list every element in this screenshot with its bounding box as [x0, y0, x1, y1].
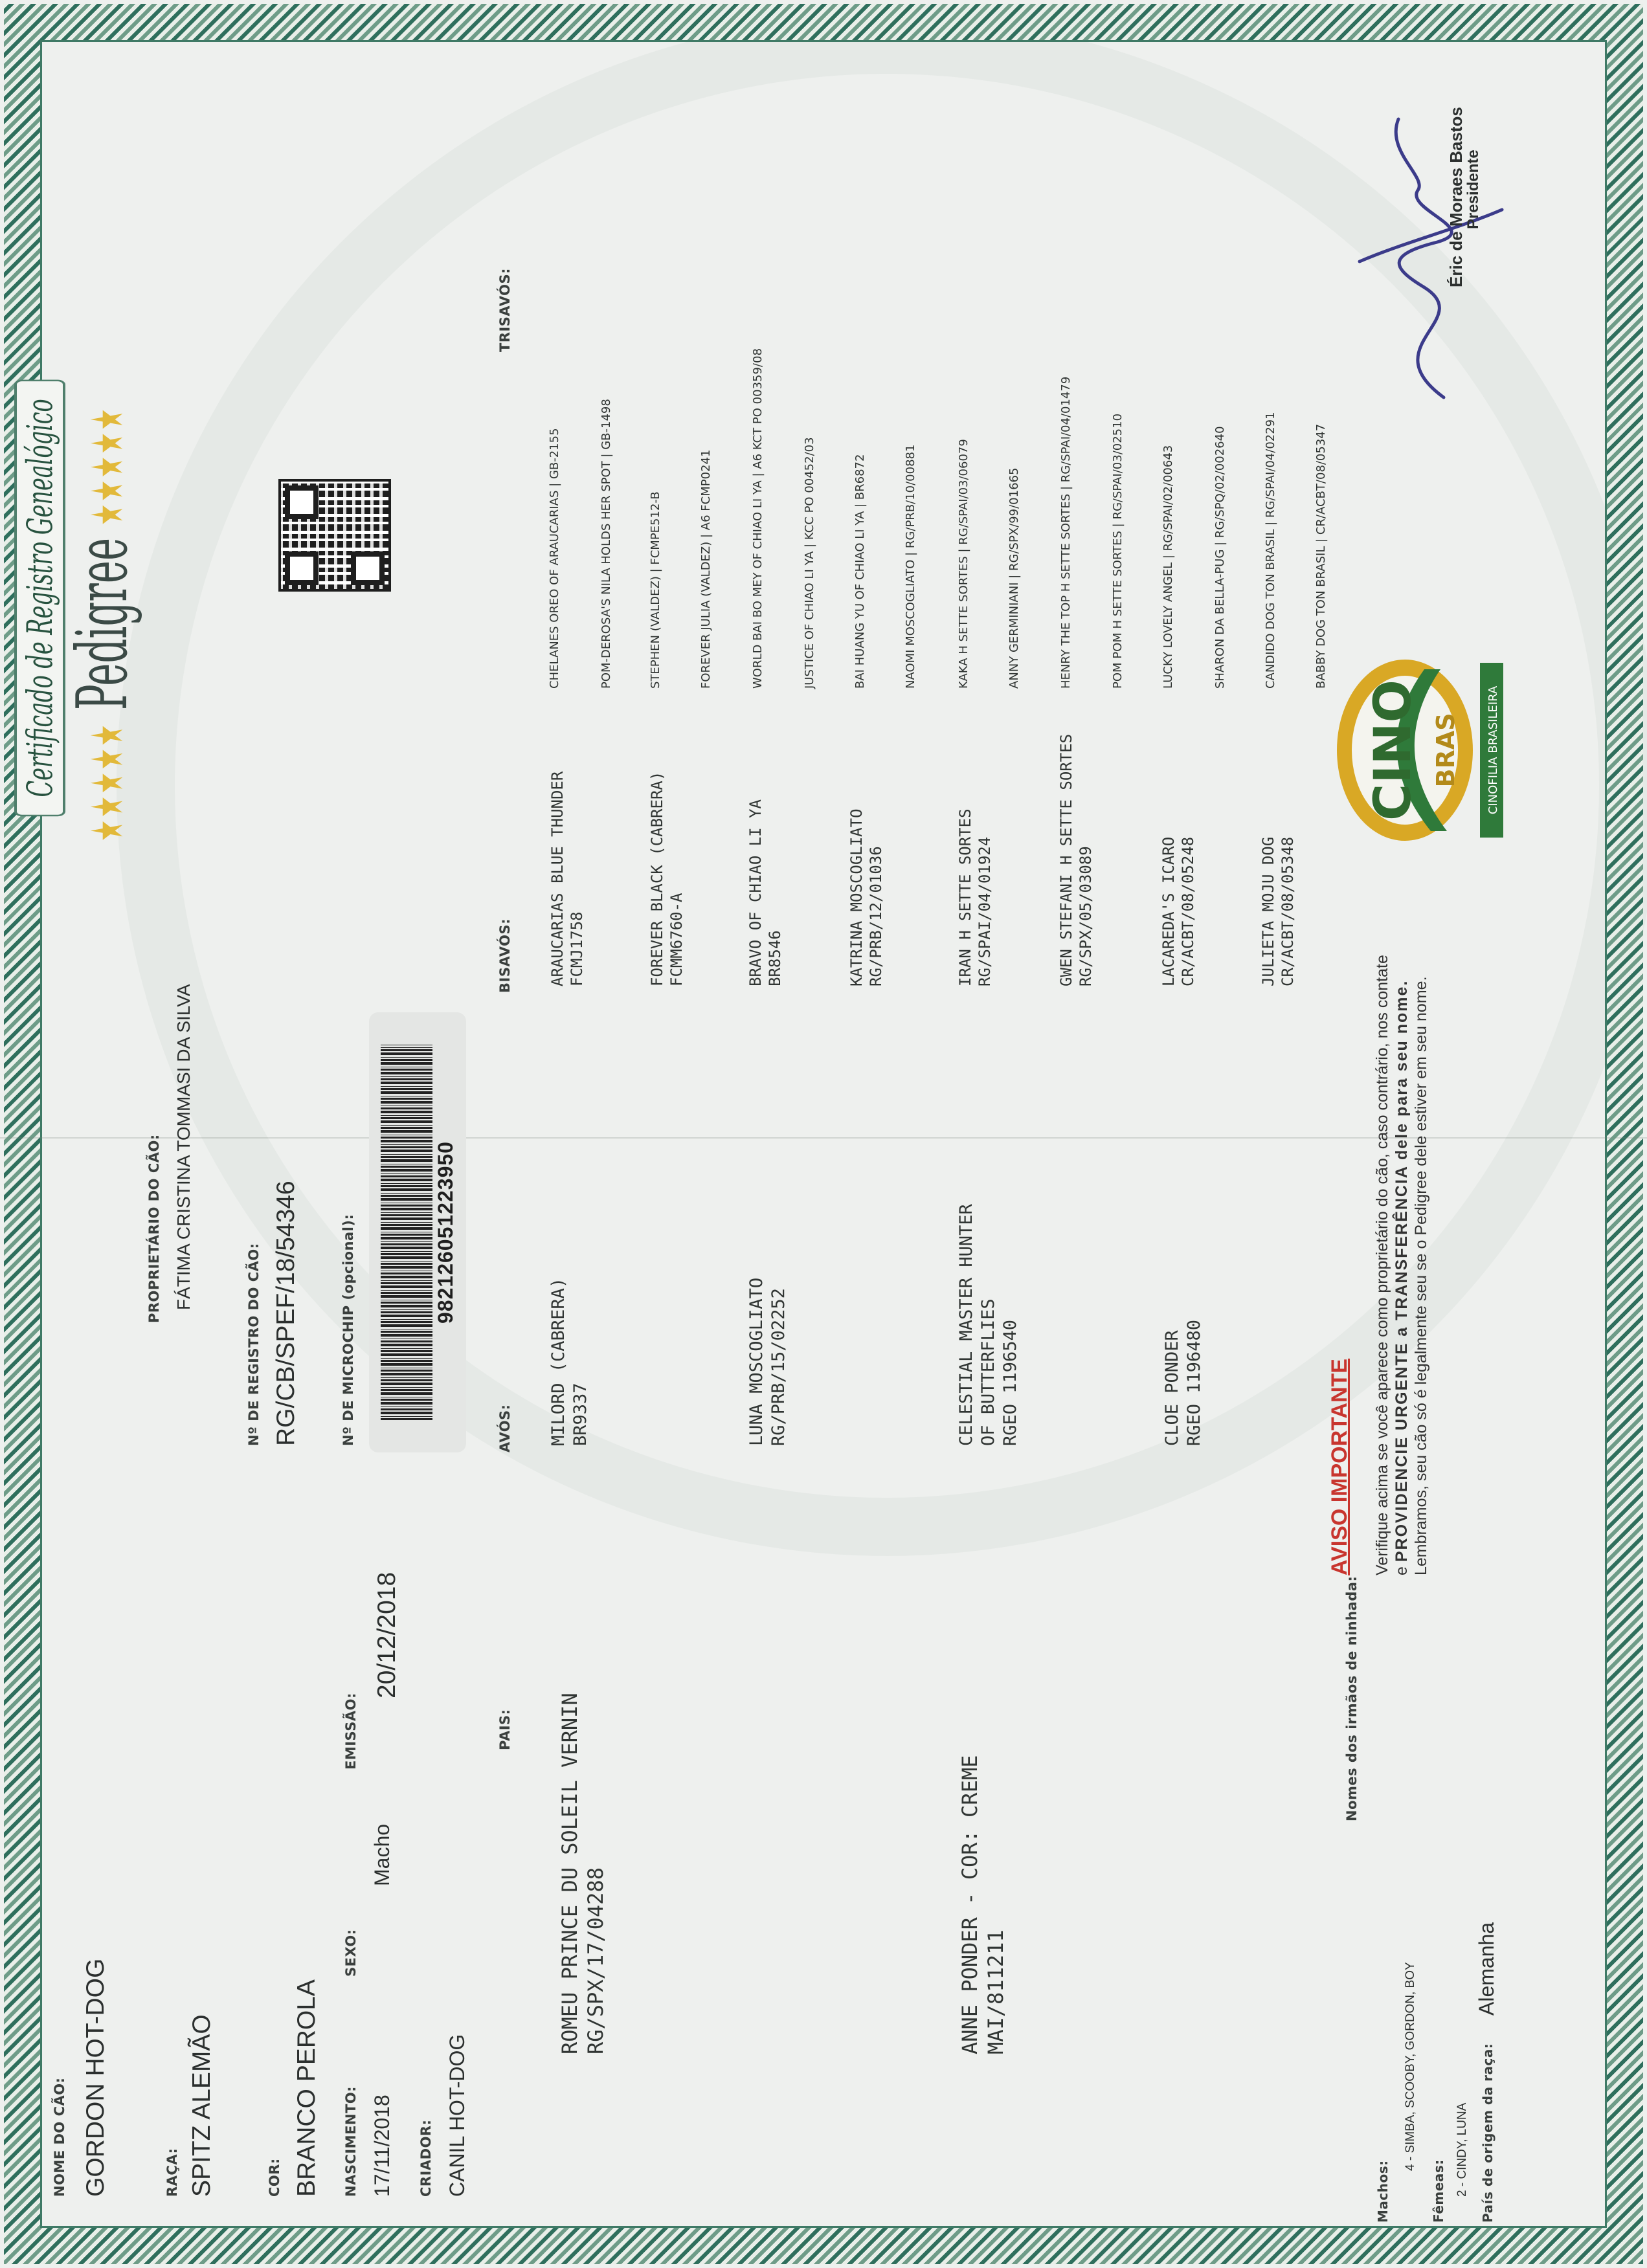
parents-label: PAIS: [497, 1709, 513, 1750]
great-great-grandparent-12: POM POM H SETTE SORTES | RG/SPAI/03/02510 [1111, 413, 1125, 689]
signer-role: Presidente [1464, 150, 1482, 229]
signer-name: Éric de Moraes Bastos [1446, 107, 1466, 287]
notice-title: AVISO IMPORTANTE [1327, 1359, 1352, 1575]
stars-left: ★★★★★ [82, 722, 134, 842]
sex-label: SEXO: [343, 1929, 359, 1977]
great-great-grandparent-6: JUSTICE OF CHIAO LI YA | KCC PO 00452/03 [803, 437, 816, 689]
great-great-grandparent-16: BABBY DOG TON BRASIL | CR/ACBT/08/05347 [1314, 423, 1328, 689]
great-great-grandparent-4: FOREVER JULIA (VALDEZ) | A6 FCMP0241 [699, 449, 713, 689]
cinobras-logo [1327, 650, 1508, 850]
logo-text: CINO [1364, 680, 1422, 821]
males-label: Machos: [1375, 2160, 1391, 2223]
grandparent-4: CLOE PONDER RGEO 1196480 [1162, 1319, 1204, 1446]
birth-label: NASCIMENTO: [343, 2085, 359, 2197]
grandparent-2: LUNA MOSCOGLIATO RG/PRB/15/02252 [746, 1277, 789, 1446]
page-title: ★★★★★ Pedigree ★★★★★ [62, 406, 143, 842]
breed-label: RAÇA: [164, 2148, 180, 2197]
logo-sub: BRAS [1431, 713, 1460, 788]
great-great-grandparent-2: POM-DEROSA'S NILA HOLDS HER SPOT | GB-1498 [599, 399, 613, 689]
great-great-grandparent-1: CHELANES OREO OF ARAUCARIAS | GB-2155 [548, 428, 561, 689]
parent-dam: ANNE PONDER - COR: CREME MAI/811211 [958, 1755, 1008, 2054]
great-grandparent-5: IRAN H SETTE SORTES RG/SPAI/04/01924 [956, 808, 994, 986]
grandparent-3: CELESTIAL MASTER HUNTER OF BUTTERFLIES RGEO 1196540 [956, 1204, 1020, 1446]
females-label: Fêmeas: [1431, 2159, 1446, 2223]
great-grandparent-6: GWEN STEFANI H SETTE SORTES RG/SPX/05/03089 [1057, 733, 1095, 986]
great-great-grandparent-5: WORLD BAI BO MEY OF CHIAO LI YA | A6 KCT PO 00359/08 [751, 348, 765, 689]
barcode-bars [381, 1045, 432, 1420]
qr-code [278, 479, 391, 592]
color-label: COR: [267, 2158, 282, 2197]
origin-label: País de origem da raça: [1480, 2043, 1496, 2223]
owner-label: PROPRIETÁRIO DO CÃO: [146, 1134, 162, 1323]
logo-tagline: CINOFILIA BRASILEIRA [1486, 685, 1500, 815]
issue-label: EMISSÃO: [343, 1693, 359, 1770]
notice-text: Verifique acima se você aparece como proprietário do cão, caso contrário, nos contate e PROVIDENCIE URGENTE a TRANSFERÊNCIA dele para seu nome. Lembramos, seu cão só é legalmente seu se o Pedigree dele estiver em seu nome. [1373, 955, 1430, 1575]
dog-name-label: NOME DO CÃO: [52, 2077, 67, 2197]
microchip-barcode [369, 1012, 466, 1452]
great-great-grandparent-7: BAI HUANG YU OF CHIAO LI YA | BR6872 [853, 454, 867, 689]
microchip-label: Nº DE MICROCHIP (opcional): [341, 1214, 356, 1446]
parent-sire: ROMEU PRINCE DU SOLEIL VERNIN RG/SPX/17/04288 [557, 1693, 608, 2054]
great-great-grandparent-10: ANNY GERMINIANI | RG/SPX/99/01665 [1007, 467, 1021, 689]
great-grandparents-label: BISAVÓS: [497, 918, 513, 993]
great-grandparent-7: LACAREDA'S ICARO CR/ACBT/08/05248 [1160, 836, 1197, 986]
microchip-number: 982126051223950 [434, 1141, 457, 1324]
signature [1347, 74, 1508, 423]
great-great-grandparent-3: STEPHEN (VALDEZ) | FCMPE512-B [649, 491, 662, 689]
great-great-grandparent-14: SHARON DA BELLA-PUG | RG/SPQ/02/002640 [1213, 426, 1227, 689]
header-plaque: Certificado de Registro Genealógico [1, 0, 78, 1206]
registry-label: Nº DE REGISTRO DO CÃO: [246, 1243, 262, 1446]
breeder-label: CRIADOR: [418, 2119, 434, 2197]
registry-number: RG/CB/SPEF/18/54346 [272, 1181, 300, 1446]
females-list: 2 - CINDY, LUNA [1455, 2102, 1469, 2197]
breed: SPITZ ALEMÃO [188, 2014, 216, 2197]
birth-date: 17/11/2018 [370, 2095, 394, 2197]
great-grandparent-4: KATRINA MOSCOGLIATO RG/PRB/12/01036 [847, 808, 885, 986]
great-great-grandparents-label: TRISAVÓS: [497, 267, 513, 352]
owner: FÁTIMA CRISTINA TOMMASI DA SILVA [174, 984, 194, 1310]
origin-country: Alemanha [1475, 1922, 1498, 2016]
great-great-grandparent-13: LUCKY LOVELY ANGEL | RG/SPAI/02/00643 [1161, 445, 1175, 689]
males-list: 4 - SIMBA, SCOOBY, GORDON, BOY [1404, 1962, 1417, 2171]
great-great-grandparent-11: HENRY THE TOP H SETTE SORTES | RG/SPAI/04/01479 [1059, 376, 1073, 689]
dog-name: GORDON HOT-DOG [82, 1958, 109, 2197]
grandparent-1: MILORD (CABRERA) BR9337 [548, 1277, 590, 1446]
great-great-grandparent-15: CANDIDO DOG TON BRASIL | RG/SPAI/04/02291 [1264, 412, 1277, 689]
great-great-grandparent-8: NAOMI MOSCOGLIATO | RG/PRB/10/00881 [904, 444, 917, 689]
stars-right: ★★★★★ [82, 406, 134, 526]
great-grandparent-3: BRAVO OF CHIAO LI YA BR8546 [746, 799, 784, 986]
issue-date: 20/12/2018 [373, 1572, 401, 1698]
great-grandparent-8: JULIETA MOJU DOG CR/ACBT/08/05348 [1259, 836, 1297, 986]
great-great-grandparent-9: KAKA H SETTE SORTES | RG/SPAI/03/06079 [957, 439, 970, 689]
sex: Macho [370, 1823, 394, 1886]
litter-title: Nomes dos irmãos de ninhada: [1344, 1575, 1360, 1821]
great-grandparent-1: ARAUCARIAS BLUE THUNDER FCMJ1758 [548, 771, 586, 986]
grandparents-label: AVÓS: [497, 1404, 513, 1452]
color: BRANCO PEROLA [293, 1979, 320, 2197]
breeder: CANIL HOT-DOG [445, 2034, 469, 2197]
great-grandparent-2: FOREVER BLACK (CABRERA) FCMM6760-A [648, 771, 686, 986]
